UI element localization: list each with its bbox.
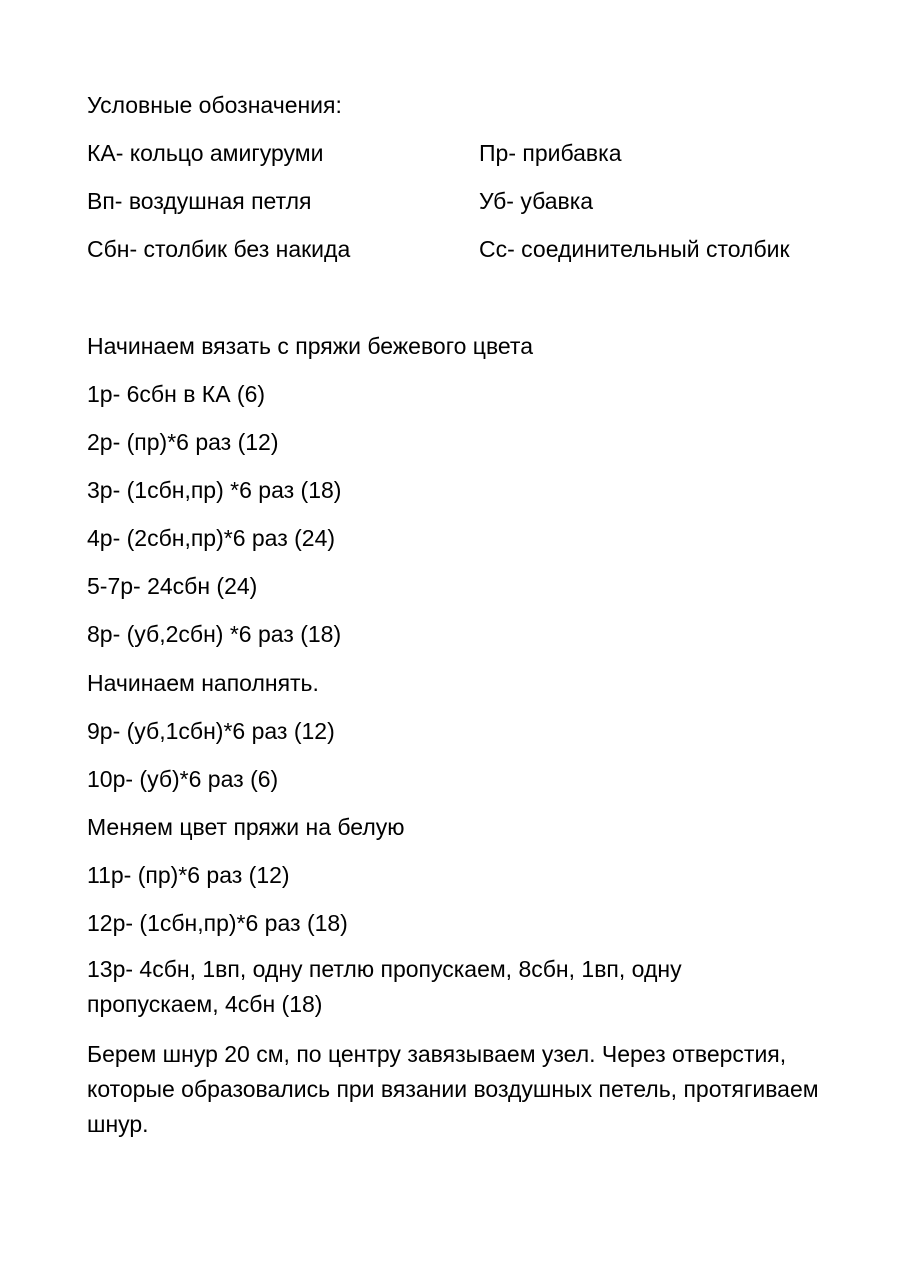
pattern-row: 11р- (пр)*6 раз (12) — [87, 862, 290, 888]
legend-item-vp: Вп- воздушная петля — [87, 188, 312, 214]
legend-item-ss: Сс- соединительный столбик — [479, 236, 790, 262]
legend-item-sbn: Сбн- столбик без накида — [87, 236, 351, 262]
pattern-final-instruction: Берем шнур 20 см, по центру завязываем узел. Через отверстия, которые образовались при вязании воздушных петель, протягиваем шнур. — [87, 1041, 819, 1137]
pattern-note: Начинаем наполнять. — [87, 670, 319, 696]
pattern-row: 8р- (уб,2сбн) *6 раз (18) — [87, 621, 342, 647]
pattern-row: 1р- 6сбн в КА (6) — [87, 381, 266, 407]
pattern-note: Меняем цвет пряжи на белую — [87, 814, 405, 840]
legend-item-pr: Пр- прибавка — [479, 140, 622, 166]
pattern-row: 9р- (уб,1сбн)*6 раз (12) — [87, 718, 335, 744]
pattern-row: 3р- (1сбн,пр) *6 раз (18) — [87, 477, 342, 503]
pattern-row: 2р- (пр)*6 раз (12) — [87, 429, 279, 455]
pattern-row-13: 13р- 4сбн, 1вп, одну петлю пропускаем, 8сбн, 1вп, одну пропускаем, 4сбн (18) — [87, 956, 682, 1017]
legend-item-ka: КА- кольцо амигуруми — [87, 140, 324, 166]
pattern-row: 4р- (2сбн,пр)*6 раз (24) — [87, 525, 336, 551]
pattern-row: 10р- (уб)*6 раз (6) — [87, 766, 279, 792]
pattern-row: 5-7р- 24сбн (24) — [87, 573, 258, 599]
legend-title: Условные обозначения: — [87, 92, 342, 118]
pattern-intro: Начинаем вязать с пряжи бежевого цвета — [87, 333, 533, 359]
pattern-row: 12р- (1сбн,пр)*6 раз (18) — [87, 910, 348, 936]
legend-item-ub: Уб- убавка — [479, 188, 594, 214]
